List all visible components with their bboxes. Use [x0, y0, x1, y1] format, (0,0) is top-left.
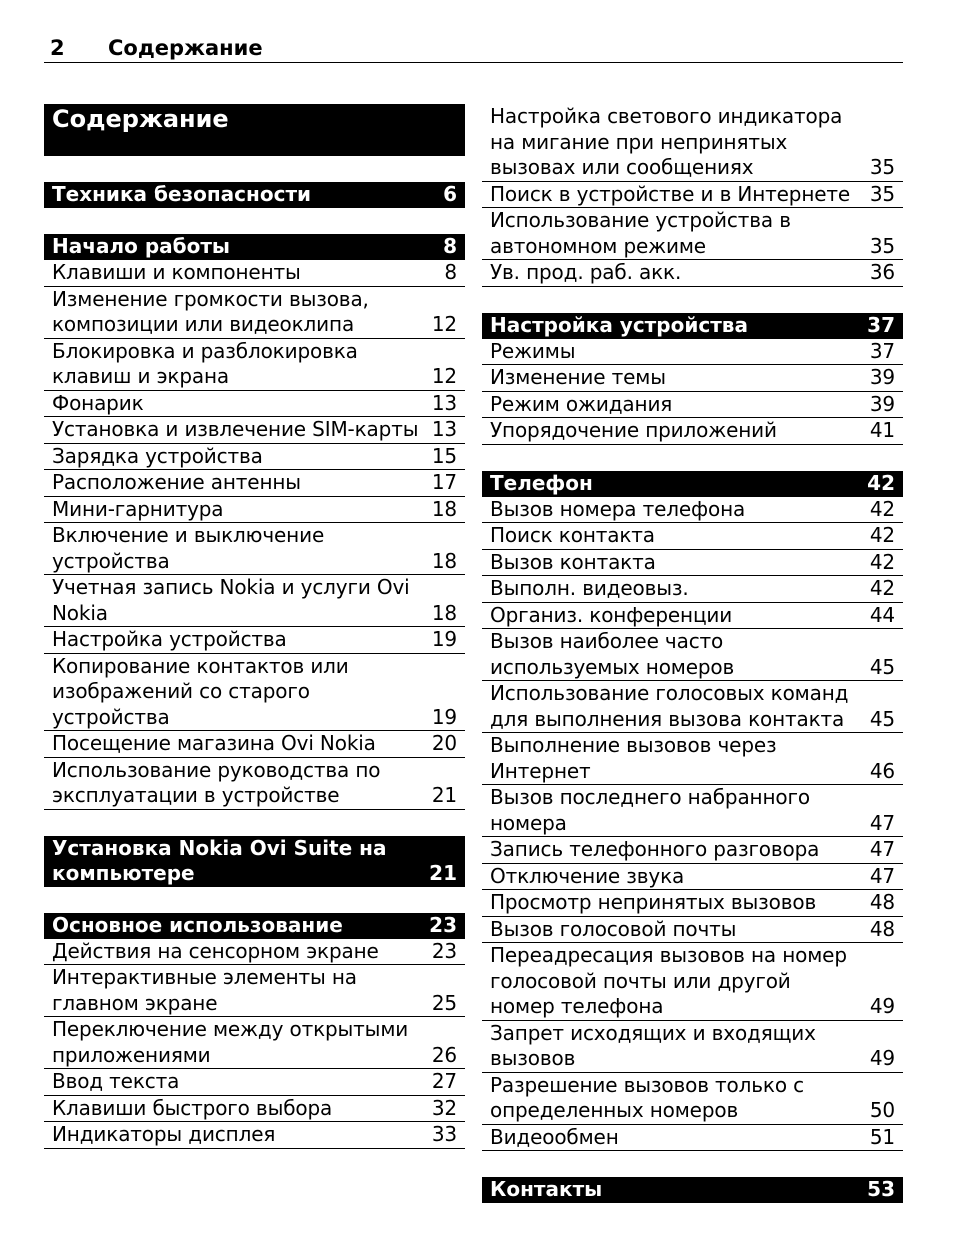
toc-entry[interactable]	[44, 391, 465, 418]
section-title: Начало работы	[52, 234, 231, 258]
entry-page: 42	[869, 496, 895, 521]
toc-entry[interactable]	[482, 182, 903, 209]
toc-entry[interactable]	[44, 339, 465, 391]
entry-title: Упорядочение приложений	[490, 418, 777, 442]
entry-title: Вызов последнего набранного номера	[490, 785, 810, 835]
toc-entry[interactable]	[44, 444, 465, 471]
entry-page: 42	[869, 576, 895, 600]
entry-page: 48	[869, 916, 895, 941]
section-heading[interactable]	[44, 182, 465, 208]
entry-title: Настройка светового индикатора на мигание при непринятых вызовах или сообщениях	[490, 104, 843, 179]
entry-page: 49	[869, 994, 895, 1018]
entry-page: 18	[431, 548, 457, 573]
toc-entry[interactable]	[44, 575, 465, 627]
entry-title: Учетная запись Nokia и услуги Ovi Nokia	[52, 575, 410, 625]
entry-title: Интерактивные элементы на главном экране	[52, 965, 357, 1015]
toc-entry[interactable]	[482, 864, 903, 891]
entry-page: 41	[869, 418, 895, 442]
toc-entry[interactable]	[482, 943, 903, 1021]
entry-page: 12	[431, 312, 457, 336]
entry-page: 35	[869, 233, 895, 258]
toc-entry[interactable]	[44, 523, 465, 575]
toc-entry[interactable]	[482, 890, 903, 917]
toc-entry[interactable]	[44, 731, 465, 758]
toc-entry[interactable]	[44, 758, 465, 810]
section-title: Телефон	[490, 470, 593, 495]
entry-page: 44	[869, 602, 895, 627]
toc-title: Содержание	[44, 104, 465, 156]
toc-entry[interactable]	[482, 339, 903, 366]
entry-page: 39	[869, 365, 895, 389]
entry-page: 8	[444, 260, 457, 284]
entry-page: 19	[431, 704, 457, 729]
section-heading[interactable]	[44, 913, 465, 939]
entry-title: Использование устройства в автономном режиме	[490, 208, 791, 258]
entry-title: Организ. конференции	[490, 602, 733, 627]
entry-page: 47	[869, 837, 895, 861]
entry-title: Вызов наиболее часто используемых номеров	[490, 629, 735, 679]
section-title: Техника безопасности	[52, 182, 312, 206]
entry-page: 47	[869, 810, 895, 835]
toc-entry[interactable]	[44, 470, 465, 497]
toc-entry[interactable]	[44, 627, 465, 654]
section-page: 37	[867, 312, 895, 337]
toc-entry[interactable]	[482, 523, 903, 550]
toc-entry[interactable]	[482, 576, 903, 603]
entry-title: Ув. прод. раб. акк.	[490, 260, 682, 284]
page-header	[44, 36, 903, 63]
section-heading[interactable]	[44, 836, 465, 887]
running-title: Содержание	[108, 36, 263, 60]
toc-section	[482, 1177, 903, 1203]
entry-title: Посещение магазина Ovi Nokia	[52, 731, 376, 755]
toc-entry[interactable]	[482, 1125, 903, 1152]
toc-entry[interactable]	[44, 965, 465, 1017]
section-page: 23	[429, 912, 457, 937]
entry-title: Блокировка и разблокировка клавиш и экрана	[52, 338, 358, 388]
entry-title: Выполнение вызовов через Интернет	[490, 733, 777, 783]
entry-page: 19	[431, 627, 457, 651]
section-heading[interactable]	[482, 471, 903, 497]
toc-entry[interactable]	[44, 287, 465, 339]
entry-title: Включение и выключение устройства	[52, 523, 325, 573]
entry-page: 25	[431, 990, 457, 1015]
entry-title: Использование голосовых команд для выполнения вызова контакта	[490, 681, 849, 731]
entry-page: 20	[431, 731, 457, 755]
entry-page: 18	[431, 600, 457, 625]
section-title: Контакты	[490, 1177, 603, 1201]
toc-section	[482, 313, 903, 445]
toc-entry[interactable]	[482, 785, 903, 837]
entry-page: 39	[869, 391, 895, 416]
entry-page: 13	[431, 417, 457, 441]
entry-page: 48	[869, 890, 895, 914]
entry-page: 46	[869, 758, 895, 783]
entry-page: 51	[869, 1124, 895, 1149]
entry-title: Расположение антенны	[52, 470, 301, 494]
section-heading[interactable]	[482, 1177, 903, 1203]
entry-page: 21	[431, 783, 457, 807]
entry-title: Изменение громкости вызова, композиции или видеоклипа	[52, 286, 369, 336]
section-page: 8	[443, 234, 457, 258]
entry-title: Зарядка устройства	[52, 443, 263, 468]
toc-entry[interactable]	[482, 392, 903, 419]
toc-section	[44, 234, 465, 810]
toc-column-left	[44, 104, 465, 1149]
entry-title: Клавиши быстрого выбора	[52, 1095, 333, 1120]
entry-page: 12	[431, 364, 457, 388]
toc-entry[interactable]	[482, 365, 903, 392]
toc-entry[interactable]	[482, 208, 903, 260]
toc-section	[482, 104, 903, 287]
toc-entry[interactable]	[44, 1096, 465, 1123]
toc-entry[interactable]	[44, 497, 465, 524]
page-number: 2	[50, 36, 65, 60]
toc-section	[44, 182, 465, 208]
entry-title: Поиск в устройстве и в Интернете	[490, 181, 851, 206]
toc-entry[interactable]	[482, 837, 903, 864]
toc-entry[interactable]	[44, 654, 465, 732]
toc-entry[interactable]	[44, 1122, 465, 1149]
entry-title: Настройка устройства	[52, 627, 287, 651]
toc-entry[interactable]	[482, 681, 903, 733]
toc-entry[interactable]	[482, 917, 903, 944]
entry-title: Режим ожидания	[490, 391, 673, 416]
entry-page: 50	[869, 1098, 895, 1122]
toc-section	[44, 913, 465, 1149]
entry-title: Выполн. видеовыз.	[490, 576, 689, 600]
entry-page: 15	[431, 443, 457, 468]
toc-column-right	[482, 104, 903, 1203]
entry-page: 35	[869, 181, 895, 206]
section-page: 6	[443, 182, 457, 206]
entry-page: 42	[869, 549, 895, 574]
toc-section	[482, 471, 903, 1152]
entry-title: Переключение между открытыми приложениями	[52, 1017, 409, 1067]
entry-page: 23	[431, 938, 457, 963]
entry-title: Поиск контакта	[490, 523, 655, 547]
entry-title: Вызов голосовой почты	[490, 916, 737, 941]
section-page: 53	[867, 1177, 895, 1201]
section-heading[interactable]	[44, 234, 465, 260]
entry-page: 42	[869, 523, 895, 547]
entry-title: Индикаторы дисплея	[52, 1122, 276, 1146]
entry-page: 37	[869, 338, 895, 363]
toc-entry[interactable]	[482, 1073, 903, 1125]
entry-page: 47	[869, 863, 895, 888]
entry-page: 45	[869, 706, 895, 731]
toc-entry[interactable]	[482, 550, 903, 577]
entry-page: 13	[431, 390, 457, 415]
section-page: 21	[429, 860, 457, 885]
entry-page: 35	[869, 155, 895, 179]
entry-page: 36	[869, 260, 895, 284]
toc-entry[interactable]	[44, 1017, 465, 1069]
entry-title: Установка и извлечение SIM-карты	[52, 417, 419, 441]
entry-title: Изменение темы	[490, 365, 666, 389]
section-page: 42	[867, 470, 895, 495]
entry-page: 27	[431, 1069, 457, 1093]
entry-title: Действия на сенсорном экране	[52, 938, 379, 963]
section-title: Настройка устройства	[490, 312, 748, 337]
toc-entry[interactable]	[482, 497, 903, 524]
entry-title: Переадресация вызовов на номер голосовой почты или другой номер телефона	[490, 943, 847, 1018]
entry-page: 49	[869, 1046, 895, 1070]
entry-title: Режимы	[490, 338, 576, 363]
entry-title: Вызов номера телефона	[490, 496, 746, 521]
entry-title: Отключение звука	[490, 863, 685, 888]
entry-title: Видеообмен	[490, 1124, 619, 1149]
toc-entry[interactable]	[482, 104, 903, 182]
entry-page: 33	[431, 1122, 457, 1146]
toc-section	[44, 836, 465, 887]
toc-entry[interactable]	[44, 417, 465, 444]
toc-entry[interactable]	[482, 603, 903, 630]
entry-title: Фонарик	[52, 390, 144, 415]
entry-title: Использование руководства по эксплуатации в устройстве	[52, 757, 381, 807]
toc-entry[interactable]	[482, 260, 903, 287]
entry-page: 18	[431, 496, 457, 521]
entry-title: Просмотр непринятых вызовов	[490, 890, 817, 914]
entry-page: 32	[431, 1095, 457, 1120]
toc-entry[interactable]	[482, 733, 903, 785]
left-sections	[44, 182, 465, 1149]
entry-title: Копирование контактов или изображений со старого устройства	[52, 653, 349, 729]
toc-entry[interactable]	[482, 629, 903, 681]
section-title: Основное использование	[52, 912, 343, 937]
entry-title: Клавиши и компоненты	[52, 260, 301, 284]
toc-entry[interactable]	[482, 418, 903, 445]
section-heading[interactable]	[482, 313, 903, 339]
toc-entry[interactable]	[44, 260, 465, 287]
entry-page: 17	[431, 470, 457, 494]
entry-title: Вызов контакта	[490, 549, 656, 574]
entry-title: Запись телефонного разговора	[490, 837, 820, 861]
toc-entry[interactable]	[44, 1069, 465, 1096]
entry-page: 45	[869, 654, 895, 679]
entry-title: Мини-гарнитура	[52, 496, 224, 521]
toc-entry[interactable]	[482, 1021, 903, 1073]
entry-title: Ввод текста	[52, 1069, 180, 1093]
entry-title: Запрет исходящих и входящих вызовов	[490, 1020, 816, 1070]
section-title: Установка Nokia Ovi Suite на компьютере	[52, 835, 387, 885]
entry-page: 26	[431, 1042, 457, 1067]
toc-entry[interactable]	[44, 939, 465, 966]
entry-title: Разрешение вызовов только с определенных номеров	[490, 1072, 804, 1122]
